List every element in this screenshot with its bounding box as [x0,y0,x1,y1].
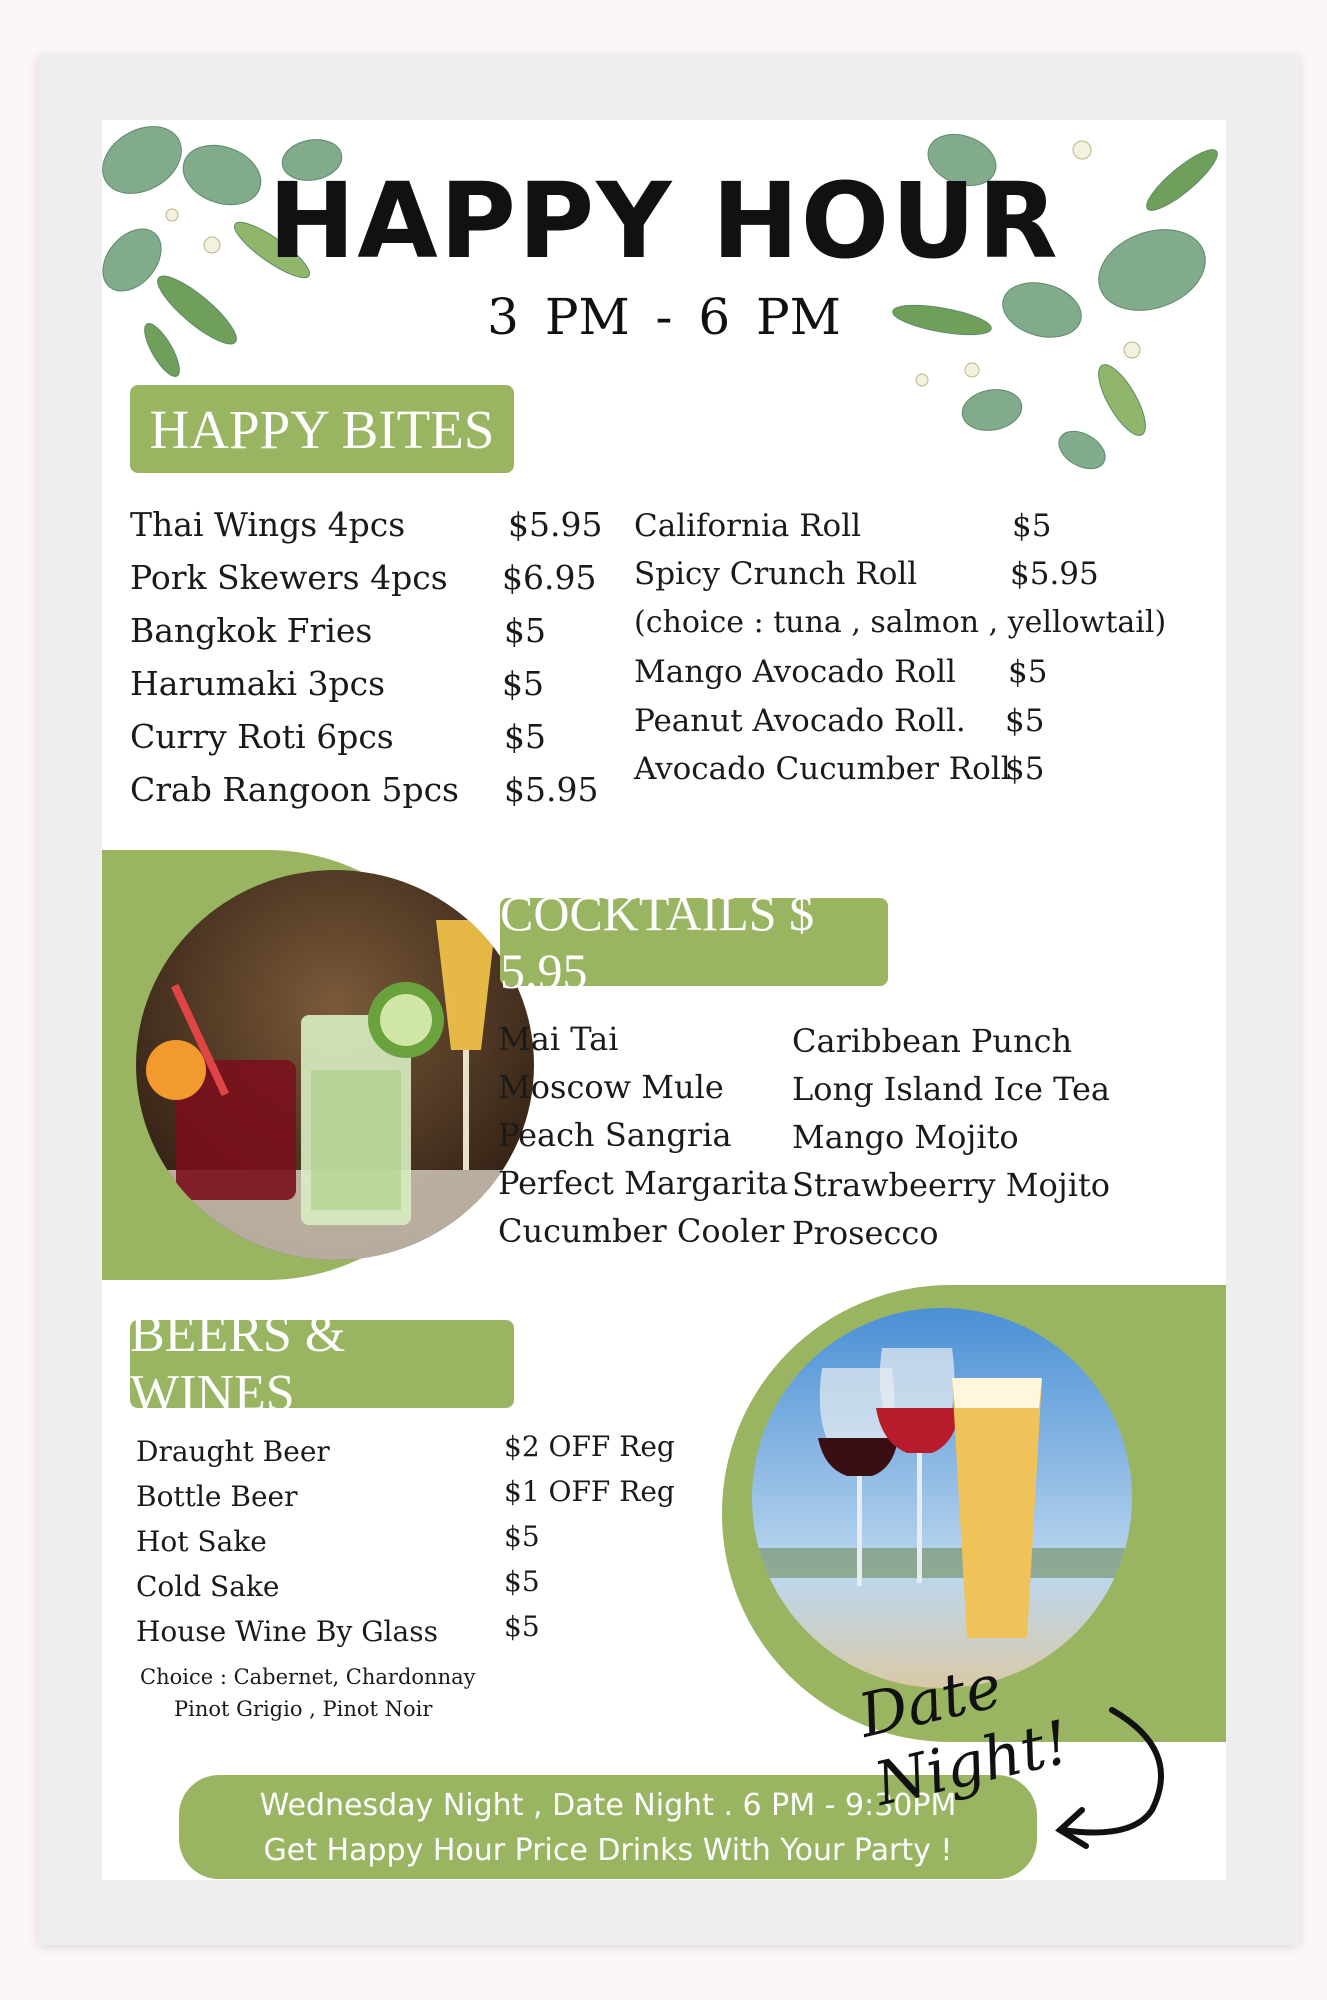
beers-wines-heading: BEERS & WINES [130,1320,514,1408]
menu-item-name: Curry Roti 6pcs [130,717,394,756]
happy-hour-poster [102,120,1226,1880]
drink-item-price: $5 [504,1520,540,1553]
roll-choice-note: (choice : tuna , salmon , yellowtail) [634,605,1167,640]
menu-item-price: $5 [1012,508,1052,544]
page-title: HAPPY HOUR [268,160,1060,282]
date-night-line-1: Wednesday Night , Date Night . 6 PM - 9:30PM [259,1788,957,1823]
menu-item-name: Harumaki 3pcs [130,664,386,703]
cocktail-item: Long Island Ice Tea [792,1070,1110,1108]
menu-item-price: $5 [502,664,544,703]
menu-item-price: $6.95 [502,558,597,597]
menu-item-price: $5 [504,717,546,756]
cocktail-item: Prosecco [792,1214,939,1252]
drink-item-name: Draught Beer [136,1435,330,1468]
menu-item-name: Crab Rangoon 5pcs [130,770,459,809]
menu-item-name: Mango Avocado Roll [634,654,956,690]
menu-item-name: Peanut Avocado Roll. [634,703,966,739]
menu-item-name: Spicy Crunch Roll [634,556,918,592]
menu-item-name: Thai Wings 4pcs [130,505,406,544]
cocktail-item: Strawbeerry Mojito [792,1166,1111,1204]
wine-choice-note: Choice : Cabernet, Chardonnay [140,1665,476,1689]
menu-item-name: Avocado Cucumber Roll [634,751,1011,787]
cocktail-item: Caribbean Punch [792,1022,1073,1060]
cocktail-item: Peach Sangria [498,1116,732,1154]
drink-item-price: $5 [504,1610,540,1643]
menu-item-price: $5 [1005,703,1045,739]
wine-choice-note: Pinot Grigio , Pinot Noir [174,1697,433,1721]
cocktail-item: Perfect Margarita [498,1164,789,1202]
menu-item-price: $5.95 [504,770,599,809]
menu-item-name: Pork Skewers 4pcs [130,558,448,597]
cocktail-item: Mango Mojito [792,1118,1019,1156]
date-night-line-2: Get Happy Hour Price Drinks With Your Party ! [263,1833,953,1868]
happy-bites-heading: HAPPY BITES [130,385,514,473]
drink-item-price: $1 OFF Reg [504,1475,675,1508]
cocktail-item: Mai Tai [498,1020,619,1058]
cocktail-photo [136,870,534,1260]
drink-item-price: $5 [504,1565,540,1598]
menu-item-price: $5 [504,611,546,650]
menu-item-price: $5 [1005,751,1045,787]
drink-item-name: House Wine By Glass [136,1615,438,1648]
happy-hour-times: 3 PM - 6 PM [487,288,841,346]
date-night-script: Date Night! [852,1651,1076,1820]
menu-item-name: California Roll [634,508,862,544]
menu-item-price: $5 [1008,654,1048,690]
drink-item-name: Bottle Beer [136,1480,298,1513]
cocktails-heading: COCKTAILS $ 5.95 [500,898,888,986]
drink-item-name: Cold Sake [136,1570,280,1603]
menu-item-name: Bangkok Fries [130,611,373,650]
drink-item-price: $2 OFF Reg [504,1430,675,1463]
cocktail-glasses-image [136,870,534,1260]
cocktail-item: Moscow Mule [498,1068,724,1106]
menu-item-price: $5.95 [1010,556,1099,592]
menu-item-price: $5.95 [508,505,603,544]
curved-arrow-icon [1042,1700,1192,1850]
drink-item-name: Hot Sake [136,1525,267,1558]
cocktail-item: Cucumber Cooler [498,1212,785,1250]
